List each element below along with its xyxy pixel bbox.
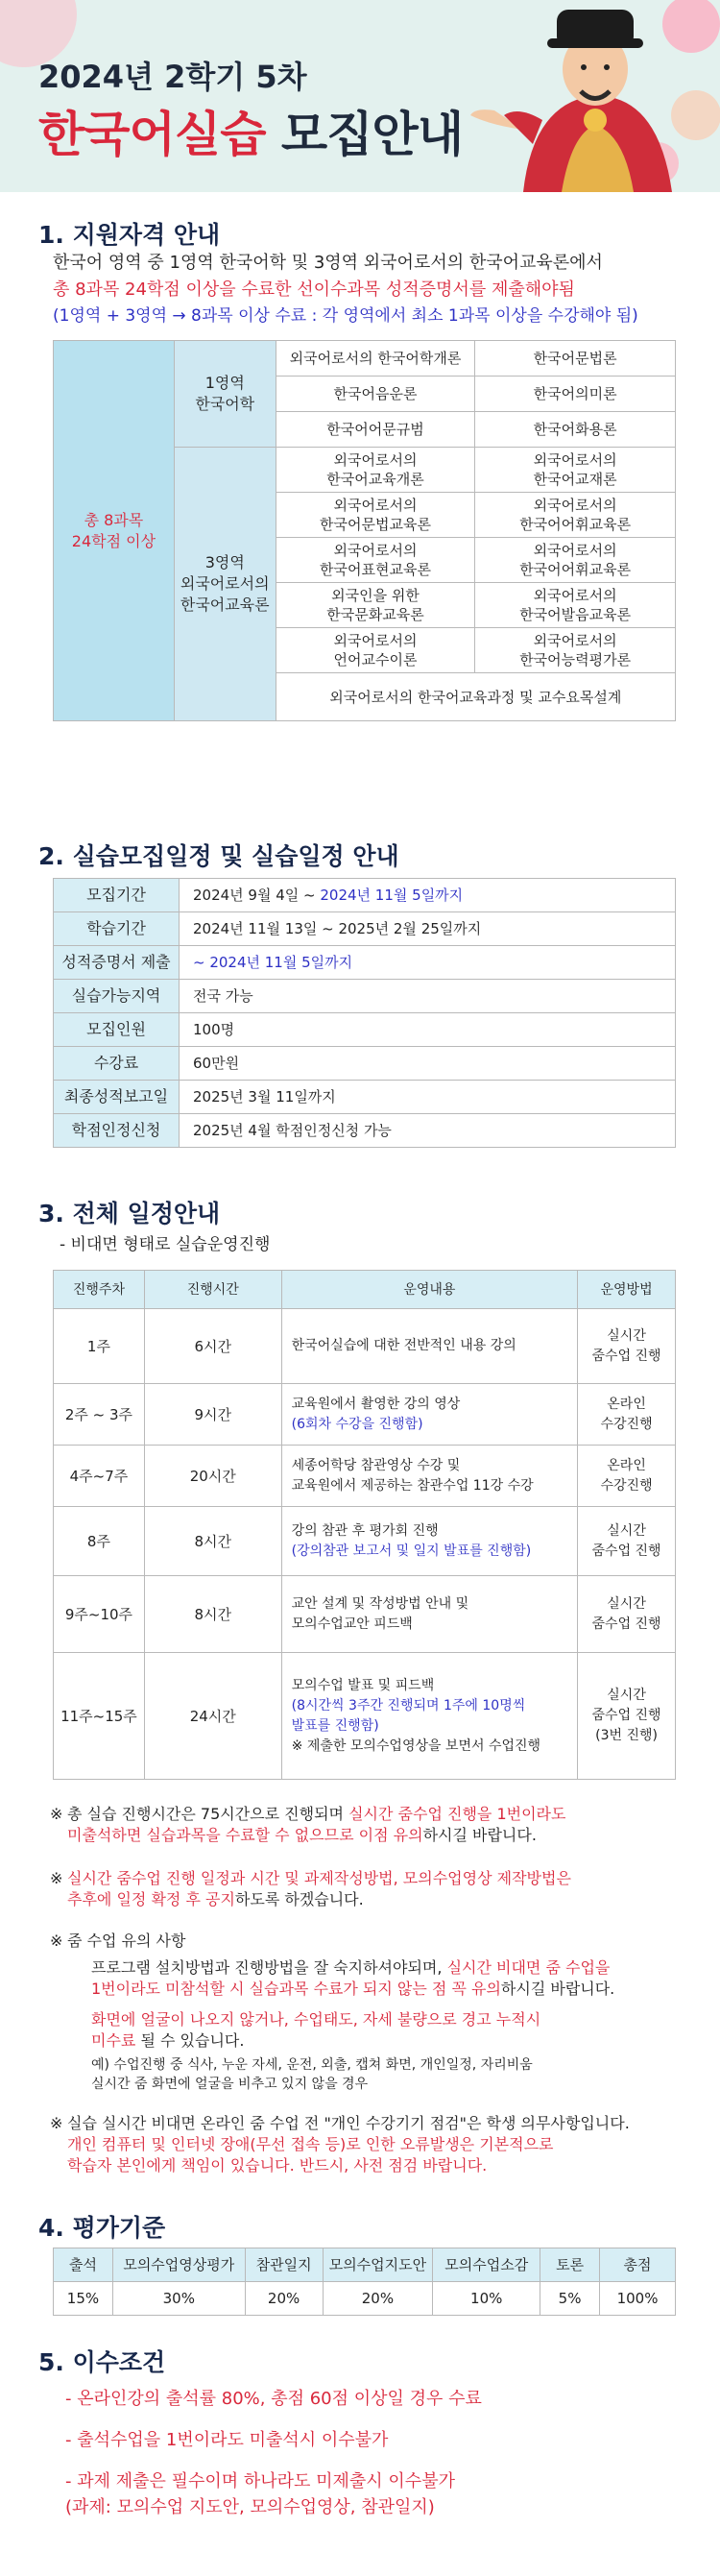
eval-header: 모의수업소감 xyxy=(433,2248,540,2282)
course-cell: 외국어로서의 한국어어휘교육론 xyxy=(475,493,676,538)
hours-cell: 6시간 xyxy=(144,1309,281,1384)
note-3-example: 예) 수업진행 중 식사, 누운 자세, 운전, 외출, 캡쳐 화면, 개인일정, 자리비움 실시간 줌 화면에 얼굴을 비추고 있지 않을 경우 xyxy=(91,2057,533,2092)
method-cell: 온라인 수강진행 xyxy=(578,1384,676,1446)
eval-header: 모의수업영상평가 xyxy=(112,2248,245,2282)
s1-intro-1: 한국어 영역 중 1영역 한국어학 및 3영역 외국어로서의 한국어교육론에서 xyxy=(53,253,603,273)
note-4: ※ 실습 실시간 비대면 온라인 줌 수업 전 "개인 수강기기 점검"은 학생 의무사항입니다. 개인 컴퓨터 및 인터넷 장애(무선 접속 등)로 인한 오류발생은 기본적으로 학습자 본인에게 책임이 있습니다. 반드시, 사전 점검 바랍니다. xyxy=(50,2114,630,2175)
schedule-value: 2024년 11월 13일 ~ 2025년 2월 25일까지 xyxy=(180,912,676,946)
schedule-key: 모집기간 xyxy=(54,879,180,912)
content-cell: 세종어학당 참관영상 수강 및 교육원에서 제공하는 참관수업 11강 수강 xyxy=(281,1446,577,1507)
hours-cell: 9시간 xyxy=(144,1384,281,1446)
hours-cell: 8시간 xyxy=(144,1576,281,1653)
eval-header: 참관일지 xyxy=(245,2248,323,2282)
course-cell: 외국인을 위한 한국문화교육론 xyxy=(276,583,475,628)
method-cell: 실시간 줌수업 진행 (3번 진행) xyxy=(578,1653,676,1780)
course-cell: 외국어로서의 한국어문법교육론 xyxy=(276,493,475,538)
course-cell: 한국어화용론 xyxy=(475,412,676,448)
area3-label: 3영역 외국어로서의 한국어교육론 xyxy=(174,448,276,721)
eval-value: 100% xyxy=(600,2282,676,2316)
course-cell: 외국어로서의 한국어발음교육론 xyxy=(475,583,676,628)
course-cell: 한국어문법론 xyxy=(475,341,676,377)
course-cell: 한국어어문규범 xyxy=(276,412,475,448)
note-1: ※ 총 실습 진행시간은 75시간으로 진행되며 실시간 줌수업 진행을 1번이라도 미출석하면 실습과목을 수료할 수 없으므로 이점 유의하시길 바랍니다. xyxy=(50,1805,566,1844)
course-cell: 한국어음운론 xyxy=(276,377,475,412)
hours-cell: 24시간 xyxy=(144,1653,281,1780)
area1-label: 1영역 한국어학 xyxy=(174,341,276,448)
eval-header: 총점 xyxy=(600,2248,676,2282)
schedule-key: 모집인원 xyxy=(54,1013,180,1047)
week-cell: 1주 xyxy=(54,1309,145,1384)
schedule-key: 수강료 xyxy=(54,1047,180,1081)
schedule-value: 전국 가능 xyxy=(180,980,676,1013)
timeline-header: 진행시간 xyxy=(144,1271,281,1309)
schedule-key: 성적증명서 제출 xyxy=(54,946,180,980)
section-3-title: 3. 전체 일정안내 xyxy=(38,1200,221,1227)
header-subtitle: 2024년 2학기 5차 xyxy=(38,59,307,95)
course-cell: 외국어로서의 언어교수이론 xyxy=(276,628,475,673)
note-3-title: ※ 줌 수업 유의 사항 xyxy=(50,1932,186,1950)
content-cell: 강의 참관 후 평가회 진행 (강의참관 보고서 및 일지 발표를 진행함) xyxy=(281,1507,577,1576)
timeline-header: 운영방법 xyxy=(578,1271,676,1309)
s1-intro-3: (1영역 + 3영역 → 8과목 이상 수료 : 각 영역에서 최소 1과목 이상을 수강해야 됨) xyxy=(53,306,638,326)
content-cell: 교육원에서 촬영한 강의 영상 (6회차 수강을 진행함) xyxy=(281,1384,577,1446)
course-cell: 외국어로서의 한국어어휘교육론 xyxy=(475,538,676,583)
schedule-value: 60만원 xyxy=(180,1047,676,1081)
eval-value: 20% xyxy=(245,2282,323,2316)
week-cell: 9주~10주 xyxy=(54,1576,145,1653)
schedule-key: 학점인정신청 xyxy=(54,1114,180,1148)
schedule-key: 실습가능지역 xyxy=(54,980,180,1013)
header-title: 한국어실습 모집안내 xyxy=(38,107,464,162)
eval-header: 토론 xyxy=(540,2248,600,2282)
completion-item: - 온라인강의 출석률 80%, 총점 60점 이상일 경우 수료 xyxy=(65,2389,482,2409)
section-5-title: 5. 이수조건 xyxy=(38,2348,166,2376)
timeline-header: 진행주차 xyxy=(54,1271,145,1309)
section-4-title: 4. 평가기준 xyxy=(38,2214,166,2242)
schedule-key: 학습기간 xyxy=(54,912,180,946)
note-3-body: 프로그램 설치방법과 진행방법을 잘 숙지하셔야되며, 실시간 비대면 줌 수업을 1번이라도 미참석할 시 실습과목 수료가 되지 않는 점 꼭 유의하시길 바랍니다. xyxy=(91,1958,615,1998)
qualification-table xyxy=(53,340,676,721)
content-cell: 모의수업 발표 및 피드백 (8시간씩 3주간 진행되며 1주에 10명씩 발표를 진행함) ※ 제출한 모의수업영상을 보면서 수업진행 xyxy=(281,1653,577,1780)
course-cell: 외국어로서의 한국어학개론 xyxy=(276,341,475,377)
course-cell: 외국어로서의 한국어교재론 xyxy=(475,448,676,493)
note-3-warning: 화면에 얼굴이 나오지 않거나, 수업태도, 자세 불량으로 경고 누적시 미수료 될 수 있습니다. xyxy=(91,2010,541,2050)
course-cell: 외국어로서의 한국어교육개론 xyxy=(276,448,475,493)
week-cell: 11주~15주 xyxy=(54,1653,145,1780)
course-cell: 외국어로서의 한국어교육과정 및 교수요목설계 xyxy=(276,673,675,721)
section-2-title: 2. 실습모집일정 및 실습일정 안내 xyxy=(38,842,399,870)
course-cell: 한국어의미론 xyxy=(475,377,676,412)
week-cell: 2주 ~ 3주 xyxy=(54,1384,145,1446)
timeline-table xyxy=(53,1270,676,1780)
eval-value: 15% xyxy=(54,2282,113,2316)
content-cell: 교안 설계 및 작성방법 안내 및 모의수업교안 피드백 xyxy=(281,1576,577,1653)
hours-cell: 8시간 xyxy=(144,1507,281,1576)
content-cell: 한국어실습에 대한 전반적인 내용 강의 xyxy=(281,1309,577,1384)
header-banner xyxy=(0,0,720,192)
eval-header: 출석 xyxy=(54,2248,113,2282)
course-cell: 외국어로서의 한국어표현교육론 xyxy=(276,538,475,583)
schedule-value: 100명 xyxy=(180,1013,676,1047)
method-cell: 온라인 수강진행 xyxy=(578,1446,676,1507)
s3-subtitle: - 비대면 형태로 실습운영진행 xyxy=(60,1235,271,1254)
section-1-title: 1. 지원자격 안내 xyxy=(38,221,221,249)
method-cell: 실시간 줌수업 진행 xyxy=(578,1576,676,1653)
eval-value: 30% xyxy=(112,2282,245,2316)
week-cell: 8주 xyxy=(54,1507,145,1576)
evaluation-table xyxy=(53,2248,676,2316)
schedule-value: ~ 2024년 11월 5일까지 xyxy=(180,946,676,980)
completion-item: - 출석수업을 1번이라도 미출석시 이수불가 xyxy=(65,2430,389,2450)
total-credit-cell: 총 8과목 24학점 이상 xyxy=(54,341,175,721)
hours-cell: 20시간 xyxy=(144,1446,281,1507)
method-cell: 실시간 줌수업 진행 xyxy=(578,1309,676,1384)
king-illustration xyxy=(466,0,720,192)
schedule-value: 2025년 4월 학점인정신청 가능 xyxy=(180,1114,676,1148)
eval-value: 5% xyxy=(540,2282,600,2316)
eval-header: 모의수업지도안 xyxy=(323,2248,433,2282)
note-2: ※ 실시간 줌수업 진행 일정과 시간 및 과제작성방법, 모의수업영상 제작방법은 추후에 일정 확정 후 공지하도록 하겠습니다. xyxy=(50,1869,571,1908)
schedule-value: 2024년 9월 4일 ~ 2024년 11월 5일까지 xyxy=(180,879,676,912)
s1-intro-2: 총 8과목 24학점 이상을 수료한 선이수과목 성적증명서를 제출해야됨 xyxy=(53,279,575,300)
schedule-table xyxy=(53,878,676,1148)
schedule-value: 2025년 3월 11일까지 xyxy=(180,1081,676,1114)
completion-item: - 과제 제출은 필수이며 하나라도 미제출시 이수불가 (과제: 모의수업 지도안, 모의수업영상, 참관일지) xyxy=(65,2471,455,2517)
timeline-header: 운영내용 xyxy=(281,1271,577,1309)
eval-value: 10% xyxy=(433,2282,540,2316)
week-cell: 4주~7주 xyxy=(54,1446,145,1507)
schedule-key: 최종성적보고일 xyxy=(54,1081,180,1114)
method-cell: 실시간 줌수업 진행 xyxy=(578,1507,676,1576)
course-cell: 외국어로서의 한국어능력평가론 xyxy=(475,628,676,673)
eval-value: 20% xyxy=(323,2282,433,2316)
